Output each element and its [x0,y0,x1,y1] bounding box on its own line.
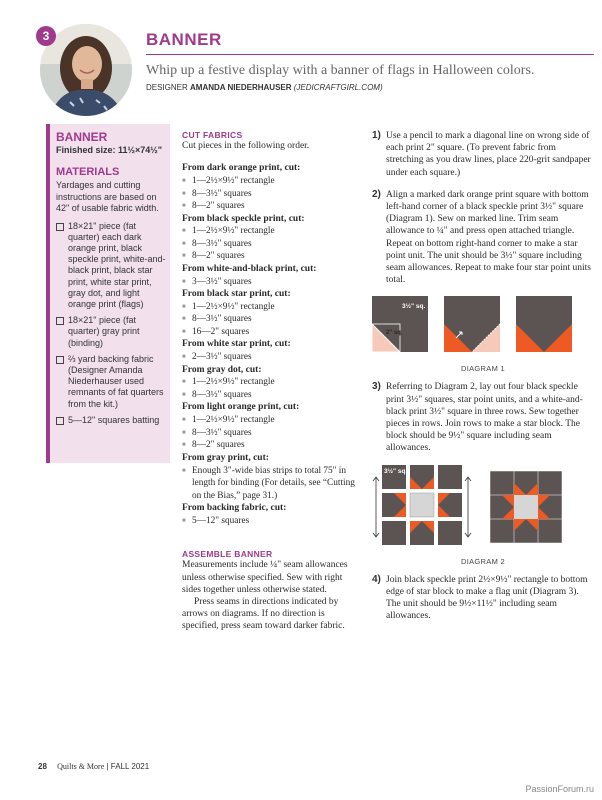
page-number: 28 [38,762,47,771]
cut-group-heading: From gray print, cut: [182,452,269,463]
step-number: 4) [372,573,381,585]
step-3 [372,381,594,454]
cut-group-heading: From black star print, cut: [182,289,291,300]
cut-item: ■ 8—3½" squares [182,238,360,251]
materials-item: 18×21" piece (fat quarter) gray print (binding) [56,315,167,349]
page-footer: 28 Quilts & More | FALL 2021 [38,762,150,771]
cut-item: ■ 8—3½" squares [182,313,360,326]
diagram1-caption: DIAGRAM 1 [461,364,505,374]
diagram2-layout [373,465,471,545]
diagram1-small-label: 2" sq. [386,330,403,337]
cut-group-heading: From dark orange print, cut: [182,163,301,174]
step-2 [372,189,594,287]
step-text: Use a pencil to mark a diagonal line on wrong side of each print 2" square. (To prevent fabric from stretching as you draw lines, place 220-grit sandpaper under each square.) [386,131,591,178]
step-number: 3) [372,381,381,393]
cut-groups [182,162,360,527]
step-1 [372,130,594,179]
cut-item: ■ 8—3½" squares [182,188,360,201]
cut-item: ■ 1—2½×9½" rectangle [182,301,360,314]
cut-item: ■ 1—2½×9½" rectangle [182,376,360,389]
step-text: Referring to Diagram 2, lay out four black speckle print 3½" squares, star point units, and a white-and-black print 3½" square in three rows. Sew together pieces in rows. Join rows to make a star block. The block should be 9½" square including seam allowances. [386,382,583,454]
watermark: PassionForum.ru [525,784,594,794]
cut-group-heading: From light orange print, cut: [182,402,300,413]
cut-item: ■ 16—2" squares [182,326,360,339]
cut-fabrics-title: CUT FABRICS [182,130,243,140]
sidebar-title: BANNER [56,130,108,144]
materials-item: ⅔ yard backing fabric (Designer Amanda Niederhauser used remnants of fat quarters from the kit.) [56,354,167,410]
diagram2-label: 3½" sq. [384,467,408,475]
diagram1-unit-finished [516,296,572,352]
diagram2-caption: DIAGRAM 2 [461,556,505,566]
materials-item: 18×21" piece (fat quarter) each dark orange print, black speckle print, white-and-black print, black star print, white star print, gray dot, and light orange print (flags) [56,221,167,311]
issue-label: FALL 2021 [110,762,150,771]
cut-item: ■ 2—3½" squares [182,351,360,364]
assemble-paragraph: Measurements include ¼" seam allowances unless otherwise specified. Sew with right sides together unless otherwise stated. [182,560,348,595]
assemble-paragraph: Press seams in directions indicated by arrows on diagrams. If no direction is specified, press seam toward darker fabric. [182,596,345,632]
cut-item: ■ Enough 3"-wide bias strips to total 75" in length for binding (For details, see “Cutting on the Bias,” page 31.) [182,465,360,503]
page-subtitle: Whip up a festive display with a banner of flags in Halloween colors. [146,63,535,78]
cut-group-heading: From white-and-black print, cut: [182,263,317,274]
cut-fabrics-intro: Cut pieces in the following order. [182,141,310,151]
diagram-2 [372,461,594,553]
cut-item: ■ 8—3½" squares [182,427,360,440]
designer-credit [146,83,383,92]
step-text: Align a marked dark orange print square with bottom left-hand corner of a black speckle print 3½" square (Diagram 1). Sew on marked line. Trim seam allowance to ¼" and press open attached triangle. Repeat on bottom right-hand corner to make a star point unit. The unit should be 3½" square including seam allowances. Repeat to make four star point units total. [386,189,591,286]
magazine-name: Quilts & More [57,762,105,771]
cut-item: ■ 1—2½×9½" rectangle [182,175,360,188]
instructions-column [372,130,594,622]
finished-size: Finished size: 11½×74½" [56,145,163,155]
cut-item: ■ 1—2½×9½" rectangle [182,414,360,427]
diagram1-unit-pressed [444,296,500,352]
cut-fabrics-column [182,130,360,633]
materials-item: 5—12" squares batting [56,415,167,426]
designer-label: DESIGNER [146,83,188,92]
page-title: BANNER [146,30,222,49]
cut-item: ■ 8—2" squares [182,439,360,452]
cut-item: ■ 1—2½×9½" rectangle [182,225,360,238]
step-number: 2) [372,188,381,200]
cut-group-heading: From gray dot, cut: [182,364,262,375]
cut-item: ■ 3—3½" squares [182,276,360,289]
materials-title: MATERIALS [56,166,120,178]
materials-list [56,221,167,426]
step-text: Join black speckle print 2½×9½" rectangle to bottom edge of star block to make a flag unit (Diagram 3). The unit should be 9½×11½" including seam allowances. [386,574,588,622]
cut-item: ■ 8—3½" squares [182,389,360,402]
diagram1-unit-marked [372,296,428,352]
step-number: 1) [372,130,381,141]
materials-intro: Yardages and cutting instructions are based on 42" of usable fabric width. [56,180,159,213]
cut-item: ■ 8—2" squares [182,200,360,213]
cut-item: ■ 8—2" squares [182,250,360,263]
diagram1-big-label: 3½" sq. [402,303,426,311]
cut-group-heading: From black speckle print, cut: [182,213,305,224]
title-divider [146,54,594,55]
assemble-title: ASSEMBLE BANNER [182,549,273,560]
designer-name: AMANDA NIEDERHAUSER [190,83,292,92]
cut-group-heading: From backing fabric, cut: [182,503,287,514]
materials-sidebar [46,124,170,463]
step-4 [372,574,594,623]
designer-site: (JEDICRAFTGIRL.COM) [293,83,383,92]
diagram2-finished-block [490,471,562,543]
cut-item: ■ 5—12" squares [182,515,360,528]
cut-group-heading: From white star print, cut: [182,339,291,350]
diagram-1 [372,294,594,356]
step-number-badge: 3 [36,26,56,46]
